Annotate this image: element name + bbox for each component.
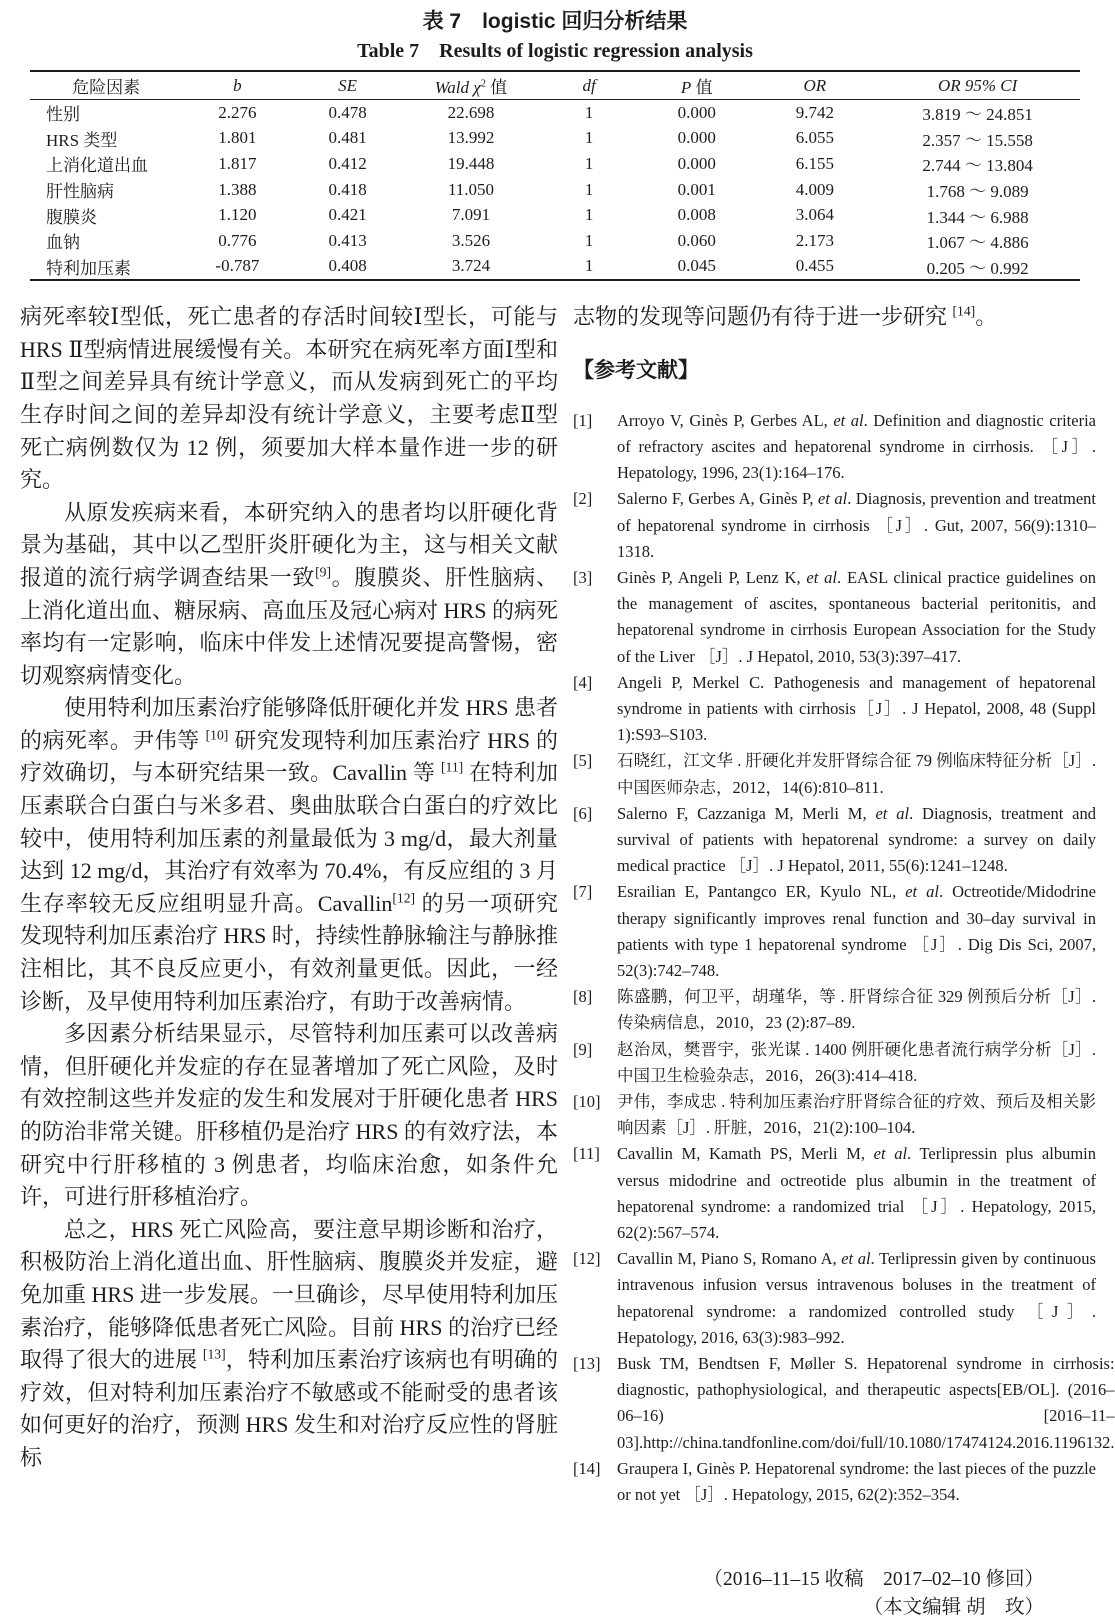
text-segment: 志物的发现等问题仍有待于进一步研究 — [573, 304, 953, 330]
table-cell: 0.000 — [677, 102, 716, 122]
text-segment: 值 — [691, 78, 713, 97]
reference-item — [573, 670, 1096, 749]
text-segment: et al — [806, 567, 837, 587]
reference-text — [617, 1456, 1096, 1508]
footer-editor: （本文编辑 胡 玫） — [863, 1597, 1044, 1619]
text-segment: et al — [841, 1249, 871, 1269]
text-segment: df — [582, 75, 596, 95]
table-cell: 0.205 ～ 0.992 — [926, 258, 1029, 278]
table-cell: 1 — [584, 153, 594, 173]
table-cell: 0.776 — [218, 230, 257, 250]
citation-marker: [13] — [202, 1346, 226, 1362]
reference-number: [5] — [573, 751, 593, 771]
table-cell: 0.060 — [677, 230, 716, 250]
reference-item — [573, 984, 1096, 1036]
text-segment: 赵治凤，樊晋宇，张光谋 . 1400 例肝硬化患者流行病学分析［J］. 中国卫生检验杂志，2016，26(3):414–418. — [617, 1039, 1096, 1085]
table-cell: 2.276 — [218, 102, 257, 122]
body-paragraph — [20, 692, 558, 1018]
reference-text — [617, 1141, 1096, 1246]
table-cell: 0.481 — [328, 128, 367, 148]
text-segment: P — [680, 78, 692, 97]
right-column — [573, 301, 1115, 1622]
text-segment: 石晓红，江文华 . 肝硬化并发肝肾综合征 79 例临床特征分析［J］. 中国医师杂志，2012，14(6):810–811. — [617, 751, 1096, 797]
table-header-cell — [293, 71, 403, 100]
text-segment: 总之，HRS 死亡风险高，要注意早期诊断和治疗，积极防治上消化道出血、肝性脑病、腹膜炎并发症，避免加重 HRS 进一步发展。一旦确诊，尽早使用特利加压素治疗，能够降低患者死亡风险。目前 HRS 的治疗已经取得了很大的进展 — [20, 1216, 558, 1373]
text-segment: Salerno F, Gerbes A, Ginès P, — [617, 489, 818, 509]
table-cell: 0.000 — [677, 128, 716, 148]
text-segment: OR — [803, 75, 827, 95]
text-segment: Esrailian E, Pantangco ER, Kyulo NL, — [617, 882, 906, 902]
reference-text — [617, 801, 1096, 880]
references-heading: 【参考文献】 — [573, 358, 699, 382]
text-segment: 病死率较Ⅰ型低，死亡患者的存活时间较Ⅰ型长，可能与 HRS Ⅱ型病情进展缓慢有关。本研究在病死率方面Ⅰ型和Ⅱ型之间差异具有统计学意义，而从发病到死亡的平均生存时间之间的差异却没有统计学意义，主要考虑Ⅱ型死亡病例数仅为 12 例，须要加大样本量作进一步的研究。 — [20, 304, 558, 493]
text-segment: et al — [875, 803, 910, 823]
text-segment: Busk TM, Bendtsen F, Møller S. Hepatorenal syndrome in cirrhosis: diagnostic, pathophysiological, and therapeutic aspects[EB/OL]. (2016–06–16) [2016–11–03].http://china.tandfonline.com/doi/full/10.1080/17474124.2016.1196132. — [617, 1354, 1115, 1452]
table-header-cell — [755, 71, 876, 100]
reference-text — [617, 408, 1096, 487]
reference-item — [573, 1246, 1096, 1351]
reference-number: [1] — [573, 410, 593, 430]
text-segment: 危险因素 — [72, 78, 141, 97]
paper-page — [0, 8, 1115, 1619]
reference-text — [617, 984, 1096, 1036]
table-cell: -0.787 — [215, 256, 260, 276]
table-cell: 肝性脑病 — [46, 182, 114, 202]
table-cell: 6.055 — [795, 128, 834, 148]
table-cell: 13.992 — [447, 128, 495, 148]
left-column — [20, 301, 558, 1622]
table-cell: 6.155 — [795, 153, 834, 173]
reference-number: [2] — [573, 489, 593, 509]
reference-number: [11] — [573, 1144, 600, 1164]
citation-marker: [11] — [441, 760, 464, 776]
reference-item — [573, 565, 1096, 670]
table-cell: 0.000 — [677, 153, 716, 173]
table-caption-zh: 表 7 logistic 回归分析结果 — [422, 10, 688, 33]
table-cell: 血钠 — [46, 233, 80, 253]
reference-item — [573, 1456, 1096, 1508]
table-header-cell — [639, 71, 755, 100]
text-segment: et al — [873, 1144, 908, 1164]
logistic-regression-table — [30, 70, 1080, 281]
table-row — [30, 254, 1080, 281]
citation-marker: [12] — [392, 890, 416, 906]
text-segment: 多因素分析结果显示，尽管特利加压素可以改善病情，但肝硬化并发症的存在显著增加了死亡风险，及时有效控制这些并发症的发生和发展对于肝硬化患者 HRS 的防治非常关键。肝移植仍是治疗 HRS 的有效疗法，本研究中行肝移植的 3 例患者，均临床治愈，如条件允许，可进行肝移植治疗。 — [20, 1021, 558, 1210]
text-segment: 陈盛鹏，何卫平，胡瑾华，等 . 肝肾综合征 329 例预后分析［J］. 传染病信息，2010，23 (2):87–89. — [617, 987, 1096, 1033]
table-cell: 2.173 — [795, 230, 834, 250]
table-header-cell — [875, 71, 1080, 100]
reference-text — [617, 1089, 1096, 1141]
text-segment: b — [233, 75, 242, 95]
footer-dates: （2016–11–15 收稿 2017–02–10 修回） — [703, 1569, 1044, 1591]
text-segment: Graupera I, Ginès P. Hepatorenal syndrome: the last pieces of the puzzle or not yet ［J］. Hepatology, 2015, 62(2):352–354. — [617, 1458, 1096, 1505]
body-columns — [0, 301, 1115, 1622]
table-cell: 0.045 — [677, 256, 716, 276]
text-segment: 研究发现特利加压素治疗 HRS 的疗效确切，与本研究结果一致。Cavallin 等 — [20, 727, 558, 786]
text-segment: 从原发疾病来看，本研究纳入的患者均以肝硬化背景为基础，其中以乙型肝炎肝硬化为主，这与相关文献报道的流行病学调查结果一致 — [20, 499, 558, 590]
body-paragraph — [20, 497, 558, 693]
table-cell: 0.478 — [328, 102, 367, 122]
reference-text — [617, 1246, 1096, 1351]
text-segment: 。腹膜炎、肝性脑病、上消化道出血、糖尿病、高血压及冠心病对 HRS 的病死率均有一定影响，临床中伴发上述情况要提高警惕，密切观察病情变化。 — [20, 564, 558, 688]
citation-marker: [14] — [952, 303, 976, 319]
citation-marker: [10] — [205, 727, 229, 743]
text-segment: 值 — [486, 78, 508, 97]
reference-number: [7] — [573, 882, 593, 902]
table-caption-en: Table 7 Results of logistic regression analysis — [357, 40, 753, 62]
table-cell: 腹膜炎 — [46, 207, 97, 227]
table-cell: 0.008 — [677, 205, 716, 225]
table-body — [30, 100, 1080, 281]
reference-number: [13] — [573, 1354, 601, 1374]
reference-item — [573, 1141, 1096, 1246]
reference-number: [8] — [573, 987, 593, 1007]
reference-text — [617, 748, 1096, 800]
body-paragraph — [20, 301, 558, 497]
table-cell: 3.064 — [795, 205, 834, 225]
text-segment: et al — [905, 882, 939, 902]
table-row — [30, 151, 1080, 177]
reference-item — [573, 1351, 1115, 1456]
text-segment: et al — [833, 410, 864, 430]
table-cell: 7.091 — [451, 205, 491, 225]
citation-marker: 2 — [480, 78, 487, 90]
table-cell: 4.009 — [795, 179, 834, 199]
text-segment: . Diagnosis, treatment and survival of patients with hepatorenal syndrome: a survey on daily medical practice ［J］. J Hepatol, 2011, 55(6):1241–1248. — [617, 803, 1096, 876]
text-segment: . Diagnosis, prevention and treatment of hepatorenal syndrome in cirrhosis ［J］. Gut, 2007, 56(9):1310–1318. — [617, 489, 1097, 561]
table-cell: 9.742 — [795, 102, 834, 122]
reference-number: [3] — [573, 567, 593, 587]
text-segment: OR 95% CI — [937, 75, 1018, 95]
table-cell: 1 — [584, 230, 594, 250]
table-row — [30, 126, 1080, 152]
text-segment: . Definition and diagnostic criteria of refractory ascites and hepatorenal syndrome in cirrhosis. ［J］. Hepatology, 1996, 23(1):164–176. — [617, 410, 1096, 483]
text-segment: 尹伟，李成忠 . 特利加压素治疗肝肾综合征的疗效、预后及相关影响因素［J］. 肝脏，2016，21(2):100–104. — [617, 1092, 1096, 1138]
table-cell: 1 — [584, 205, 594, 225]
text-segment: . Octreotide/Midodrine therapy significantly improves renal function and 30–day survival in patients with type 1 hepatorenal syndrome ［J］. Dig Dis Sci, 2007, 52(3):742–748. — [617, 882, 1096, 981]
table-cell: 0.412 — [328, 153, 367, 173]
text-segment: . Terlipressin given by continuous intravenous infusion versus intravenous boluses in the treatment of hepatorenal syndrome: a randomized controlled study ［J］. Hepatology, 2016, 63(3):983–992. — [617, 1249, 1096, 1347]
table-cell: 19.448 — [447, 153, 495, 173]
footer — [573, 1566, 1096, 1622]
text-segment: et al — [818, 489, 848, 509]
table-cell: 0.455 — [795, 256, 834, 276]
table-cell: 1.817 — [218, 153, 257, 173]
reference-item — [573, 879, 1096, 984]
table-row — [30, 228, 1080, 254]
table-cell: 1 — [584, 128, 594, 148]
table-cell: 0.413 — [328, 230, 367, 250]
table-row — [30, 202, 1080, 228]
table-cell: 1.344 ～ 6.988 — [926, 207, 1029, 227]
reference-item — [573, 1037, 1096, 1089]
citation-marker: [9] — [315, 564, 331, 580]
text-segment: Arroyo V, Ginès P, Gerbes AL, — [617, 410, 834, 430]
table-cell: 1.067 ～ 4.886 — [926, 233, 1029, 253]
text-segment: Wald χ — [434, 78, 481, 97]
text-segment: Cavallin M, Piano S, Romano A, — [617, 1249, 842, 1269]
table-cell: 3.526 — [451, 230, 491, 250]
text-segment: Salerno F, Cazzaniga M, Merli M, — [617, 803, 876, 823]
table-row — [30, 100, 1080, 126]
reference-number: [9] — [573, 1039, 593, 1059]
text-segment: Angeli P, Merkel C. Pathogenesis and management of hepatorenal syndrome in patients with cirrhosis［J］. J Hepatol, 2008, 48 (Suppl 1):S93–S103. — [617, 672, 1096, 745]
table-header-cell — [30, 71, 182, 100]
table-cell: 0.421 — [328, 205, 367, 225]
reference-number: [10] — [573, 1092, 601, 1112]
reference-number: [12] — [573, 1249, 601, 1269]
table-cell: 特利加压素 — [46, 258, 131, 278]
table-cell: 性别 — [46, 105, 80, 125]
table-cell: 0.001 — [677, 179, 716, 199]
table-cell: 1.801 — [218, 128, 257, 148]
reference-text — [617, 670, 1096, 749]
reference-item — [573, 1089, 1096, 1141]
table-cell: HRS 类型 — [46, 130, 118, 150]
right-intro-paragraph — [573, 301, 1096, 334]
body-paragraph — [20, 1214, 558, 1475]
table-row — [30, 177, 1080, 203]
reference-text — [617, 486, 1096, 565]
reference-item — [573, 801, 1096, 880]
table-cell: 22.698 — [447, 102, 495, 122]
table-header-cell — [539, 71, 639, 100]
text-segment: Cavallin M, Kamath PS, Merli M, — [617, 1144, 874, 1164]
reference-number: [14] — [573, 1458, 601, 1478]
table-header-cell — [182, 71, 292, 100]
table-header-cell — [403, 71, 540, 100]
reference-text — [617, 879, 1096, 984]
table-cell: 1 — [584, 102, 594, 122]
text-segment: ，特利加压素治疗该病也有明确的疗效，但对特利加压素治疗不敏感或不能耐受的患者该如何更好的治疗，预测 HRS 发生和对治疗反应性的肾脏标 — [20, 1347, 558, 1470]
table-cell: 1.768 ～ 9.089 — [926, 182, 1029, 202]
text-segment: . Terlipressin plus albumin versus midodrine and octreotide plus albumin in the treatment of hepatorenal syndrome: a randomized trial ［J］. Hepatology, 2015, 62(2):567–574. — [617, 1144, 1096, 1243]
reference-item — [573, 408, 1096, 487]
table-cell: 0.418 — [328, 179, 367, 199]
table-header-row — [30, 71, 1080, 100]
table-cell: 1.388 — [218, 179, 257, 199]
table-cell: 1.120 — [218, 205, 257, 225]
table-cell: 0.408 — [328, 256, 367, 276]
text-segment: Ginès P, Angeli P, Lenz K, — [617, 567, 807, 587]
reference-number: [4] — [573, 672, 593, 692]
reference-text — [617, 565, 1096, 670]
table-cell: 上消化道出血 — [46, 156, 148, 176]
table-cell: 3.819 ～ 24.851 — [922, 105, 1033, 125]
reference-text — [617, 1351, 1115, 1456]
table-cell: 3.724 — [451, 256, 491, 276]
reference-text — [617, 1037, 1096, 1089]
table-cell: 11.050 — [447, 179, 495, 199]
text-segment: 在特利加压素联合白蛋白与米多君、奥曲肽联合白蛋白的疗效比较中，使用特利加压素的剂量最低为 3 mg/d，最大剂量达到 12 mg/d，其治疗有效率为 70.4%，有反应组的 3 月生存率较无反应组明显升高。Cavallin — [20, 760, 558, 916]
table-cell: 1 — [584, 179, 594, 199]
table-cell: 1 — [584, 256, 594, 276]
table-cell: 2.744 ～ 13.804 — [922, 156, 1033, 176]
text-segment: 使用特利加压素治疗能够降低肝硬化并发 HRS 患者的病死率。尹伟等 — [20, 695, 558, 753]
reference-number: [6] — [573, 803, 593, 823]
text-segment: 的另一项研究发现特利加压素治疗 HRS 时，持续性静脉输注与静脉推注相比，其不良反应更小，有效剂量更低。因此，一经诊断，及早使用特利加压素治疗，有助于改善病情。 — [20, 890, 558, 1014]
references-list — [573, 408, 1115, 1509]
table-cell: 2.357 ～ 15.558 — [922, 130, 1033, 150]
text-segment: 。 — [975, 304, 998, 330]
body-paragraph — [20, 1018, 558, 1214]
reference-item — [573, 486, 1096, 565]
text-segment: SE — [338, 75, 358, 95]
text-segment: . EASL clinical practice guidelines on the management of ascites, spontaneous bacterial peritonitis, and hepatorenal syndrome in cirrhosis European Association for the Study of the Liver ［J］. J Hepatol, 2010, 53(3):397–417. — [617, 567, 1096, 666]
reference-item — [573, 748, 1096, 800]
